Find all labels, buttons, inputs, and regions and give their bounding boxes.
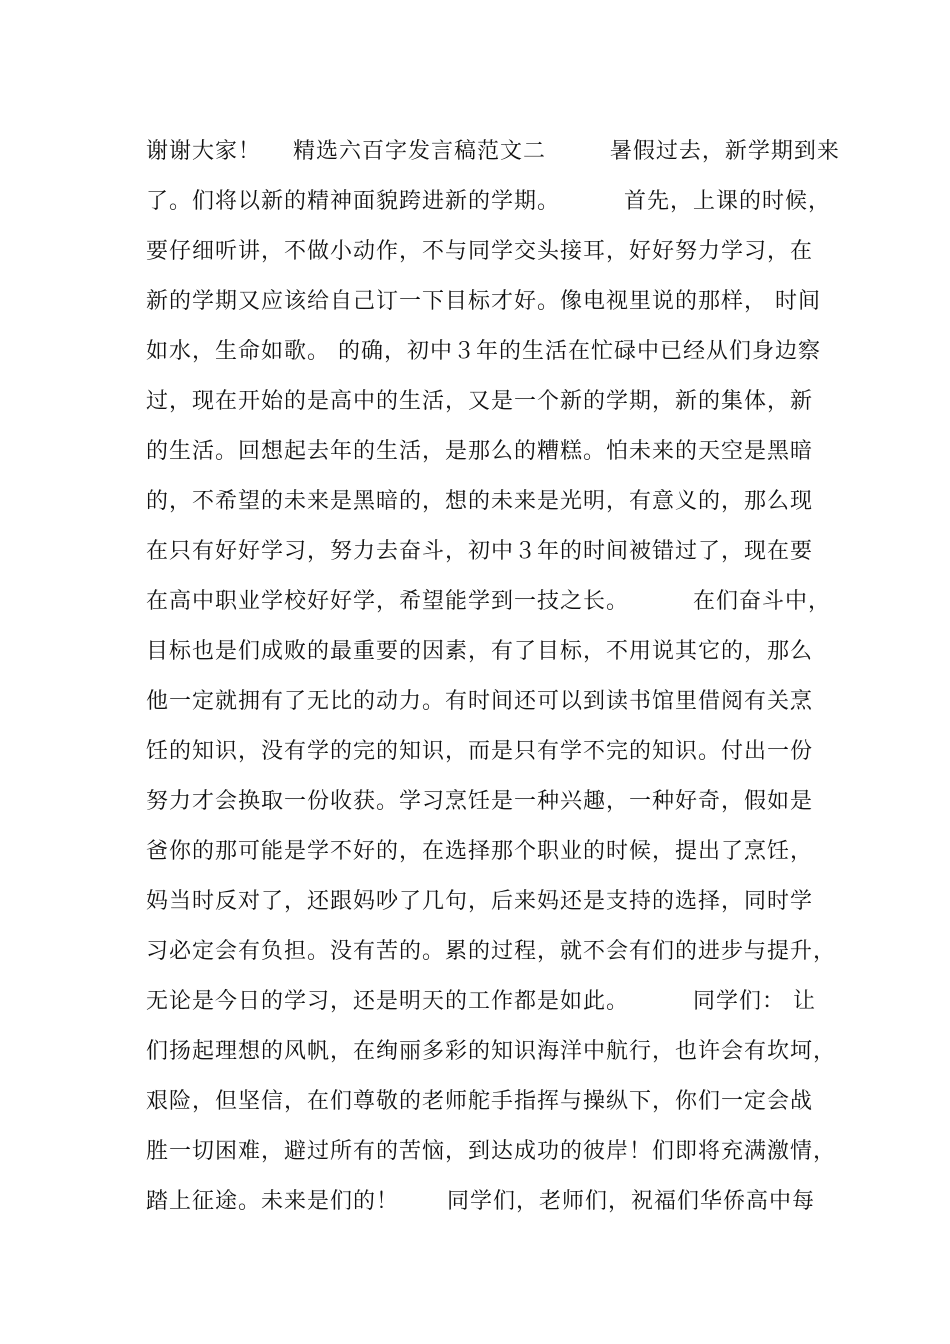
text-line: 的生活。回想起去年的生活，是那么的糟糕。怕未来的天空是黑暗 <box>146 439 814 464</box>
text-line: 在高中职业学校好好学，希望能学到一技之长。 在们奋斗中， <box>146 589 831 614</box>
text-line: 踏上征途。未来是们的！ 同学们，老师们，祝福们华侨高中每 <box>146 1189 815 1214</box>
text-line: 过，现在开始的是高中的生活，又是一个新的学期，新的集体，新 <box>146 389 814 414</box>
text-line: 努力才会换取一份收获。学习烹饪是一种兴趣，一种好奇，假如是 <box>146 789 814 814</box>
text-line: 如水，生命如歌。 的确，初中３年的生活在忙碌中已经从们身边察 <box>146 339 821 364</box>
body-text <box>146 132 840 1232</box>
text-line: 胜一切困难，避过所有的苦恼，到达成功的彼岸！们即将充满激情， <box>146 1139 837 1164</box>
text-line: 无论是今日的学习，还是明天的工作都是如此。 同学们： 让 <box>146 989 816 1014</box>
text-line: 要仔细听讲，不做小动作，不与同学交头接耳，好好努力学习，在 <box>146 239 814 264</box>
text-line: 饪的知识，没有学的完的知识，而是只有学不完的知识。付出一份 <box>146 739 814 764</box>
text-line: 们扬起理想的风帆，在绚丽多彩的知识海洋中航行，也许会有坎坷， <box>146 1039 837 1064</box>
text-line: 爸你的那可能是学不好的，在选择那个职业的时候，提出了烹饪， <box>146 839 814 864</box>
text-line: 艰险，但坚信，在们尊敬的老师舵手指挥与操纵下，你们一定会战 <box>146 1089 814 1114</box>
text-line: 妈当时反对了，还跟妈吵了几句，后来妈还是支持的选择，同时学 <box>146 889 814 914</box>
text-line: 了。们将以新的精神面貌跨进新的学期。 首先，上课的时候， <box>146 189 831 214</box>
text-line: 的，不希望的未来是黑暗的，想的未来是光明，有意义的，那么现 <box>146 489 814 514</box>
text-line: 谢谢大家！ 精选六百字发言稿范文二 暑假过去，新学期到来 <box>146 139 840 164</box>
text-line: 在只有好好学习，努力去奋斗，初中３年的时间被错过了，现在要 <box>146 539 814 564</box>
text-line: 他一定就拥有了无比的动力。有时间还可以到读书馆里借阅有关烹 <box>146 689 814 714</box>
text-line: 新的学期又应该给自己订一下目标才好。像电视里说的那样， 时间 <box>146 289 821 314</box>
text-line: 目标也是们成败的最重要的因素，有了目标，不用说其它的，那么 <box>146 639 814 664</box>
text-line: 习必定会有负担。没有苦的。累的过程，就不会有们的进步与提升， <box>146 939 837 964</box>
